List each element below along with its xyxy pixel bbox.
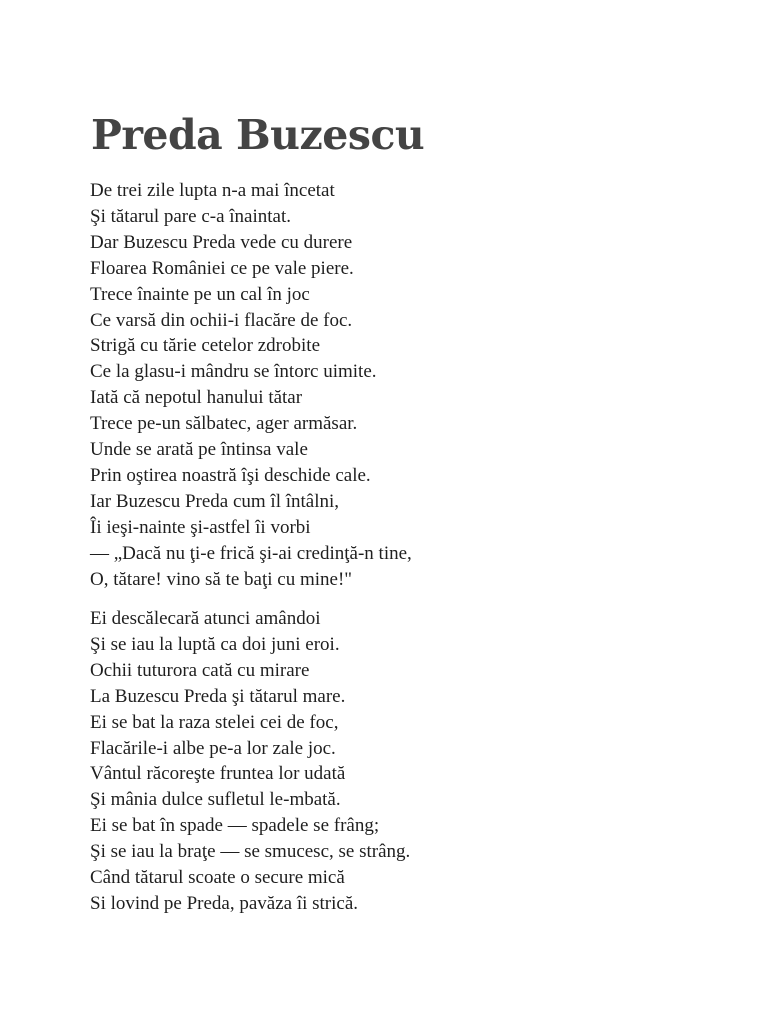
poem-line: Strigă cu tărie cetelor zdrobite [90,335,321,357]
poem-line: Prin oştirea noastră îşi deschide cale. [90,464,371,486]
poem-line: Şi se iau la luptă ca doi juni eroi. [90,633,340,655]
poem-line: Ochii tuturora cată cu mirare [90,659,310,681]
poem-line: Iar Buzescu Preda cum îl întâlni, [90,490,340,512]
poem-line: Trece înainte pe un cal în joc [90,283,310,305]
stanza-2 [90,606,410,917]
poem-line: Si lovind pe Preda, pavăza îi strică. [90,892,359,914]
poem-line: Îi ieşi-nainte şi-astfel îi vorbi [90,516,311,538]
poem-line: Unde se arată pe întinsa vale [90,439,308,461]
poem-line: Ei descălecară atunci amândoi [90,608,321,629]
poem-line: Şi mânia dulce sufletul le-mbată. [90,789,341,811]
poem-line: La Buzescu Preda şi tătarul mare. [90,685,346,707]
poem-line: De trei zile lupta n-a mai încetat [90,180,335,201]
poem-title: Preda Buzescu [91,111,425,159]
poem-line: Vântul răcoreşte fruntea lor udată [90,763,346,785]
poem-line: Când tătarul scoate o secure mică [90,867,345,889]
poem-line: Iată că nepotul hanului tătar [90,387,303,409]
poem-line: Floarea României ce pe vale piere. [90,257,354,279]
poem-line: Ce la glasu-i mândru se întorc uimite. [90,361,377,383]
poem-line: Ei se bat în spade — spadele se frâng; [90,815,380,837]
poem-line: Flacările-i albe pe-a lor zale joc. [90,737,336,759]
poem-line: Dar Buzescu Preda vede cu durere [90,231,353,253]
poem-line: — „Dacă nu ţi-e frică şi-ai credinţă-n tine, [90,542,412,564]
poem-line: Ei se bat la raza stelei cei de foc, [90,711,339,733]
poem-line: Şi se iau la braţe — se smucesc, se strâng. [90,841,411,863]
poem-line: Ce varsă din ochii-i flacăre de foc. [90,309,353,331]
poem-line: O, tătare! vino să te baţi cu mine!" [90,568,353,590]
stanza-1 [90,178,412,593]
poem-line: Trece pe-un sălbatec, ager armăsar. [90,413,358,435]
poem-line: Şi tătarul pare c-a înaintat. [90,205,291,227]
